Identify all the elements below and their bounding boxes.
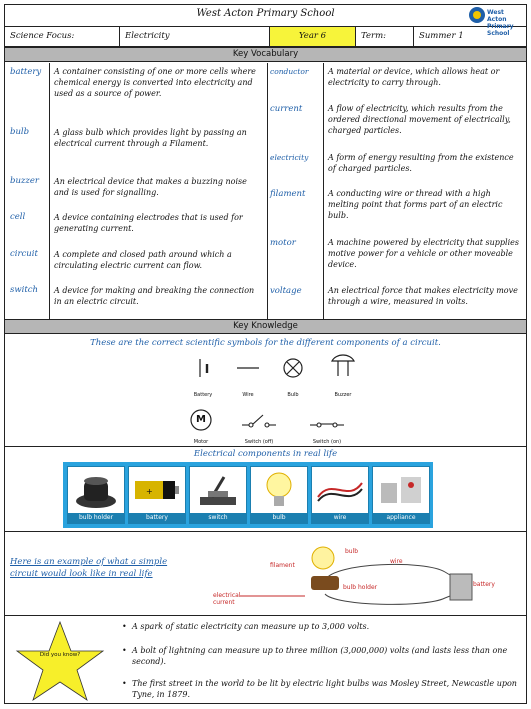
appliance-tile	[372, 466, 430, 524]
vocab-def: A material or device, which allows heat or electricity to carry through.	[328, 67, 500, 87]
star-text: Did you know?	[39, 652, 81, 658]
circuit-label: battery	[473, 581, 495, 588]
vocab-table	[5, 63, 526, 320]
star-icon	[15, 620, 105, 702]
fact-item: • A spark of static electricity can measure up to 3,000 volts.	[122, 622, 370, 631]
circuit-label: electrical	[213, 592, 241, 599]
vocab-term: buzzer	[10, 176, 39, 186]
vocab-term: current	[270, 104, 303, 114]
circuit-description: Here is an example of what a simple circuit would look like in real life	[10, 557, 168, 579]
symbol-label: Switch (on)	[312, 439, 342, 445]
vocab-def: A flow of electricity, which results from the ordered directional movement of electrically, charged particles.	[328, 104, 511, 135]
component-label: bulb holder	[68, 513, 124, 523]
bulb-holder-icon	[68, 467, 124, 513]
svg-text:+: +	[146, 487, 153, 496]
components-strip	[63, 462, 433, 528]
facts-section	[5, 616, 526, 704]
appliance-icon	[373, 467, 429, 513]
buzzer-symbol-icon	[332, 355, 354, 376]
vocab-term: voltage	[270, 286, 302, 296]
switch-tile	[189, 466, 247, 524]
vocab-def: An electrical force that makes electricity move through a wire, measured in volts.	[328, 286, 518, 306]
fact-text: The first street in the world to be lit by electric light bulbs was Mosley Street, Newcastle upon Tyne, in 1879.	[132, 679, 517, 699]
circuit-label: bulb	[345, 548, 359, 555]
vocab-term: electricity	[270, 153, 309, 162]
symbol-label: Wire	[242, 392, 254, 398]
circuit-bulb-icon	[311, 547, 339, 590]
bulb-tile	[250, 466, 308, 524]
vocab-heading: Key Vocabulary	[5, 47, 526, 62]
vocab-term: switch	[10, 285, 39, 295]
fact-text: A bolt of lightning can measure up to three million (3,000,000) volts (and lasts less than one second).	[132, 646, 508, 666]
circuit-section	[5, 532, 526, 616]
school-title: West Acton Primary School	[196, 8, 335, 19]
vocab-term: motor	[270, 238, 296, 248]
battery-icon	[129, 467, 185, 513]
circuit-label: filament	[270, 562, 295, 569]
symbol-label: Motor	[193, 439, 209, 445]
circuit-label: current	[213, 599, 235, 606]
symbol-label: Bulb	[287, 392, 299, 398]
wire-icon	[312, 467, 368, 513]
symbols-title: These are the correct scientific symbols for the different components of a circuit.	[90, 338, 441, 348]
symbol-label: Switch (off)	[244, 439, 274, 445]
switch-on-symbol-icon	[310, 423, 344, 427]
vocab-def: A device containing electrodes that is used for generating current.	[54, 213, 243, 233]
vocab-term: bulb	[10, 127, 30, 137]
logo-text-2: Primary School	[487, 23, 514, 37]
bulb-holder-tile	[67, 466, 125, 524]
logo-text-1: West Acton	[487, 9, 507, 23]
year-value: Year 6	[270, 27, 356, 46]
circuit-symbols	[5, 335, 526, 447]
symbols-section	[5, 335, 526, 447]
vocab-def: A form of energy resulting from the existence of charged particles.	[328, 153, 514, 173]
component-label: appliance	[373, 513, 429, 523]
vocab-term: circuit	[10, 249, 38, 259]
symbol-label: Battery	[193, 392, 213, 398]
battery-symbol-icon	[200, 359, 207, 377]
knowledge-organiser	[4, 4, 527, 704]
fact-text: A spark of static electricity can measure up to 3,000 volts.	[132, 622, 370, 631]
component-label: wire	[312, 513, 368, 523]
wire-tile	[311, 466, 369, 524]
vocab-def: A container consisting of one or more cells where chemical energy is converted into electricity and used as a source of power.	[54, 67, 256, 98]
bulb-icon	[251, 467, 307, 513]
school-logo	[469, 6, 523, 37]
fact-item: • A bolt of lightning can measure up to three million (3,000,000) volts (and lasts less than one second).	[122, 646, 508, 666]
vocab-term: cell	[10, 212, 26, 222]
vocab-def: A device for making and breaking the connection in an electric circuit.	[54, 286, 255, 306]
vocab-def: An electrical device that makes a buzzing noise and is used for signalling.	[54, 177, 247, 197]
switch-icon	[190, 467, 246, 513]
switch-off-symbol-icon	[242, 415, 276, 427]
circuit-label: bulb holder	[343, 584, 378, 591]
components-section	[5, 447, 526, 532]
fact-item: • The first street in the world to be lit by electric light bulbs was Mosley Street, Newcastle upon Tyne, in 1879.	[122, 679, 517, 699]
circuit-diagram	[5, 532, 526, 616]
vocab-def: A glass bulb which provides light by passing an electrical current through a Filament.	[54, 128, 247, 148]
circuit-battery-icon	[450, 574, 472, 600]
component-label: switch	[190, 513, 246, 523]
symbol-label: Buzzer	[334, 392, 352, 398]
motor-letter: M	[196, 414, 206, 425]
vocab-def: A complete and closed path around which a circulating electric current can flow.	[54, 250, 232, 270]
knowledge-heading: Key Knowledge	[5, 319, 526, 334]
vocab-term: conductor	[270, 67, 309, 76]
components-title: Electrical components in real life	[193, 449, 338, 459]
vocab-def: A conducting wire or thread with a high melting point that forms part of an electric bulb.	[328, 189, 503, 220]
vocab-def: A machine powered by electricity that supplies motive power for a vehicle or other moveable device.	[328, 238, 519, 269]
vocab-term: filament	[270, 189, 306, 199]
battery-tile	[128, 466, 186, 524]
term-value: Summer 1	[419, 31, 464, 41]
component-label: bulb	[251, 513, 307, 523]
component-label: battery	[129, 513, 185, 523]
vocab-term: battery	[10, 67, 42, 77]
info-row	[5, 27, 526, 47]
term-label: Term:	[356, 27, 414, 46]
circuit-label: wire	[390, 558, 403, 565]
logo-emblem-icon	[469, 7, 485, 23]
focus-value: Electricity	[120, 27, 270, 46]
focus-label: Science Focus:	[5, 27, 120, 46]
bulb-symbol-icon	[284, 359, 302, 377]
